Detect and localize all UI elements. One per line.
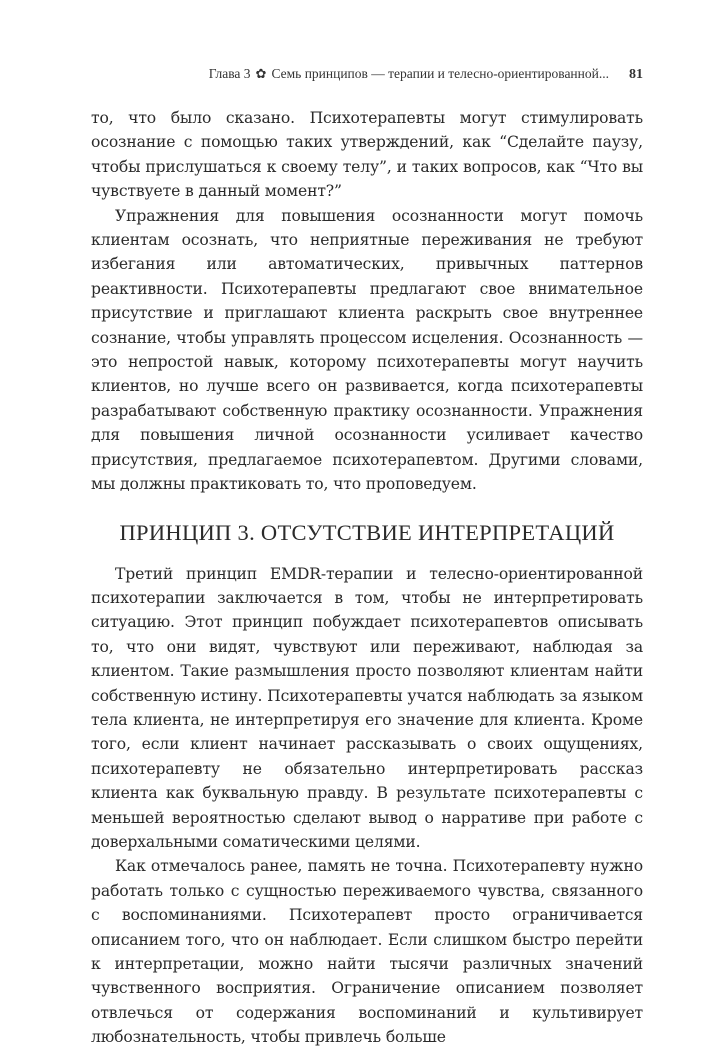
paragraph: Третий принцип EMDR-терапии и телесно-ориентированной психотерапии заключается в том, чтобы не интерпретировать ситуацию. Этот принцип побуждает психотерапевтов описывать то, что они видят, чувствуют или переживают, наблюдая за клиентом. Такие размышления просто позволяют клиентам найти собственную истину. Психотерапевты учатся наблюдать за языком тела клиента, не интерпретируя его значение для клиента. Кроме того, если клиент начинает рассказывать о своих ощущениях, психотерапевту не обязательно интерпретировать рассказ клиента как буквальную правду. В результате психотерапевты с меньшей вероятностью сделают вывод о нарративе при работе с доверхальными соматическими целями. xyxy=(91,564,643,851)
running-title: Семь принципов — терапии и телесно-ориентированной... xyxy=(271,66,609,81)
paragraph: Упражнения для повышения осознанности могут помочь клиентам осознать, что неприятные переживания не требуют избегания или автоматических, привычных паттернов реактивности. Психотерапевты предлагают свое внимательное присутствие и приглашают клиента раскрыть свое внутреннее сознание, чтобы управлять процессом исцеления. Осознанность — это непростой навык, которому психотерапевты могут научить клиентов, но лучше всего он развивается, когда психотерапевты разрабатывают собственную практику осознанности. Упражнения для повышения личной осознанности усиливает качество присутствия, предлагаемое психотерапевтом. Другими словами, мы должны практиковать то, что проповедуем. xyxy=(91,206,643,494)
section-heading: ПРИНЦИП 3. ОТСУТСТВИЕ ИНТЕРПРЕТАЦИЙ xyxy=(119,519,615,545)
running-header xyxy=(91,66,643,90)
body-text xyxy=(91,106,643,1050)
flower-ornament-icon: ✿ xyxy=(255,66,267,81)
paragraph: Как отмечалось ранее, память не точна. Психотерапевту нужно работать только с сущностью переживаемого чувства, связанного с воспоминаниями. Психотерапевт просто ограничивается описанием того, что он наблюдает. Если слишком быстро перейти к интерпретации, можно найти тысячи различных значений чувственного восприятия. Ограничение описанием позволяет отвлечься от содержания воспоминаний и культивирует любознательность, чтобы привлечь больше xyxy=(91,857,643,1047)
paragraph-continued: то, что было сказано. Психотерапевты могут стимулировать осознание с помощью таких утверждений, как “Сделайте паузу, чтобы прислушаться к своему телу”, и таких вопросов, как “Что вы чувствуете в данный момент?” xyxy=(91,109,643,201)
chapter-label: Глава 3 xyxy=(208,66,251,81)
page-number: 81 xyxy=(629,67,643,82)
